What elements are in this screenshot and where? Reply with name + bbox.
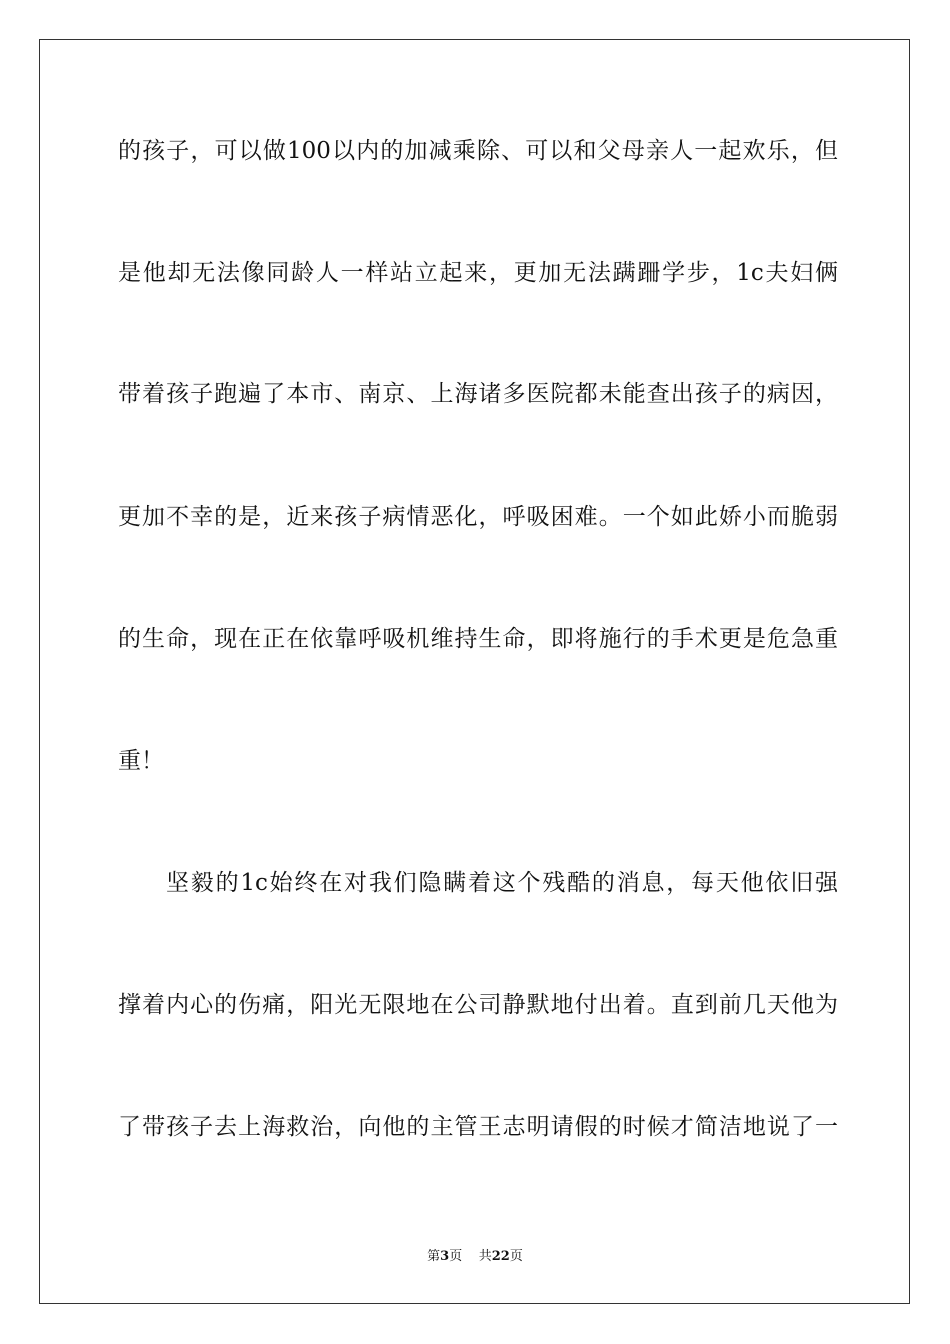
text-line-4: 更加不幸的是，近来孩子病情恶化，呼吸困难。一个如此娇小而脆弱 xyxy=(118,504,838,530)
page-suffix: 页 xyxy=(449,1249,463,1264)
text-line-8: 撑着内心的伤痛，阳光无限地在公司静默地付出着。直到前几天他为 xyxy=(118,992,838,1018)
page-number: 3 xyxy=(440,1249,450,1264)
text-line-1: 的孩子，可以做100以内的加减乘除、可以和父母亲人一起欢乐，但 xyxy=(118,138,838,164)
text-line-6: 重！ xyxy=(118,748,164,774)
text-line-9: 了带孩子去上海救治，向他的主管王志明请假的时候才简洁地说了一 xyxy=(118,1114,838,1140)
total-suffix: 页 xyxy=(509,1249,523,1264)
total-prefix: 共 xyxy=(478,1249,492,1264)
text-line-7: 坚毅的1c始终在对我们隐瞒着这个残酷的消息，每天他依旧强 xyxy=(166,870,838,896)
text-line-3: 带着孩子跑遍了本市、南京、上海诸多医院都未能查出孩子的病因， xyxy=(118,381,838,407)
text-line-5: 的生命，现在正在依靠呼吸机维持生命，即将施行的手术更是危急重 xyxy=(118,626,838,652)
page-prefix: 第 xyxy=(427,1249,441,1264)
total-pages: 22 xyxy=(491,1249,510,1264)
page-footer xyxy=(0,1248,950,1266)
text-line-2: 是他却无法像同龄人一样站立起来，更加无法蹒跚学步，1c夫妇俩 xyxy=(118,260,838,286)
